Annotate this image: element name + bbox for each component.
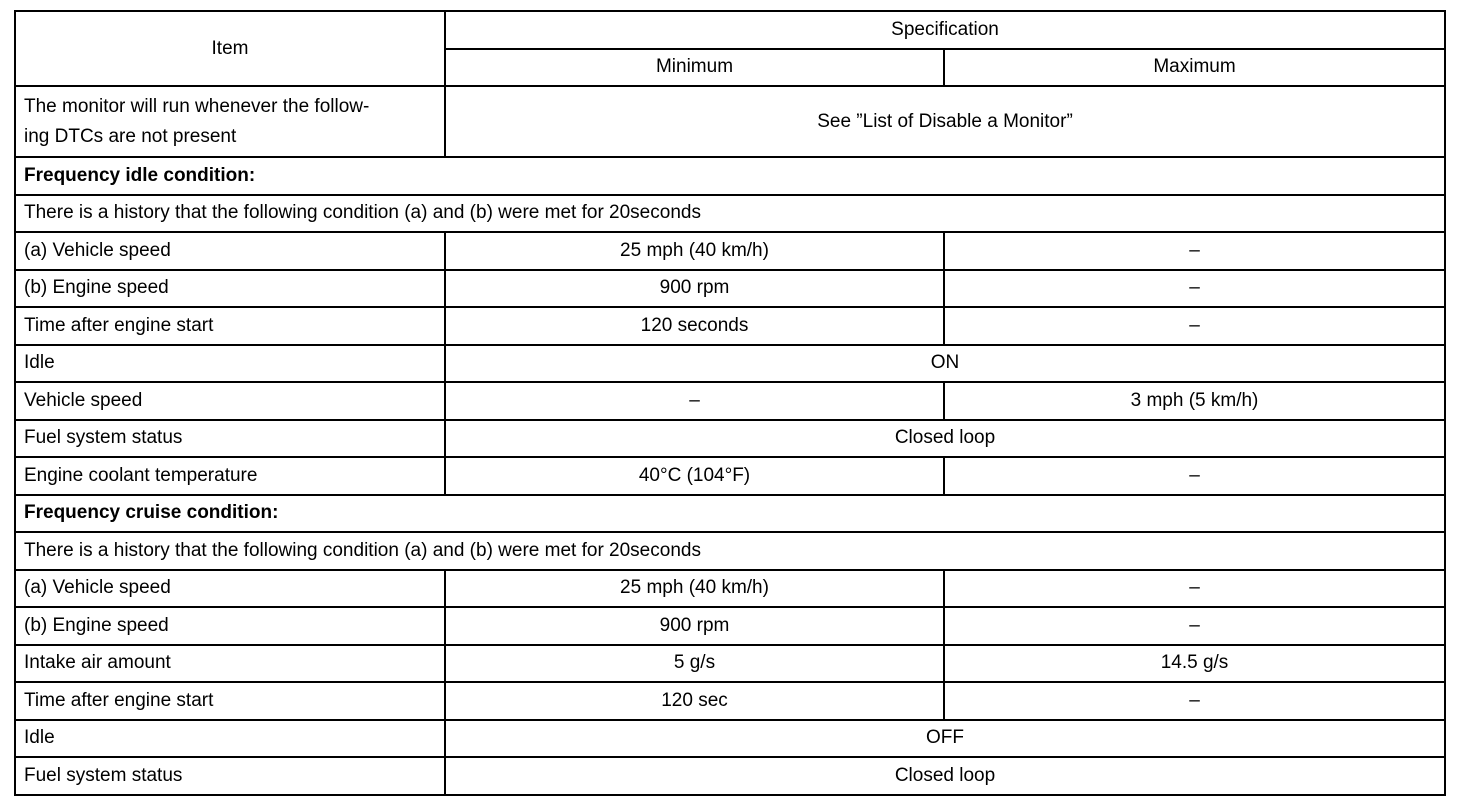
row-item: Time after engine start (15, 307, 445, 345)
table-row (15, 607, 1445, 645)
row-value: See ”List of Disable a Monitor” (445, 86, 1445, 157)
note-row (15, 195, 1445, 233)
table-row (15, 457, 1445, 495)
table-row (15, 720, 1445, 758)
row-min: 900 rpm (445, 607, 944, 645)
row-min: 25 mph (40 km/h) (445, 570, 944, 608)
row-max: 3 mph (5 km/h) (944, 382, 1445, 420)
row-max: – (944, 570, 1445, 608)
specification-table (14, 10, 1446, 796)
row-max: 14.5 g/s (944, 645, 1445, 683)
row-max: – (944, 270, 1445, 308)
table-row (15, 345, 1445, 383)
table-row (15, 307, 1445, 345)
row-max: – (944, 607, 1445, 645)
table-row (15, 645, 1445, 683)
section-title: Frequency idle condition: (15, 157, 1445, 195)
table-row (15, 570, 1445, 608)
table-row (15, 382, 1445, 420)
row-max: – (944, 232, 1445, 270)
header-minimum: Minimum (445, 49, 944, 87)
section-title: Frequency cruise condition: (15, 495, 1445, 533)
note-row (15, 532, 1445, 570)
table-row (15, 270, 1445, 308)
table-row (15, 86, 1445, 157)
row-item: Idle (15, 720, 445, 758)
row-min: – (445, 382, 944, 420)
section-row (15, 157, 1445, 195)
row-item-line: ing DTCs are not present (24, 125, 237, 147)
section-row (15, 495, 1445, 533)
row-value: ON (445, 345, 1445, 383)
row-value: OFF (445, 720, 1445, 758)
row-min: 120 sec (445, 682, 944, 720)
row-value: Closed loop (445, 420, 1445, 458)
row-value: Closed loop (445, 757, 1445, 795)
row-item: Engine coolant temperature (15, 457, 445, 495)
row-max: – (944, 682, 1445, 720)
header-maximum: Maximum (944, 49, 1445, 87)
row-max: – (944, 457, 1445, 495)
row-item: (a) Vehicle speed (15, 570, 445, 608)
row-min: 5 g/s (445, 645, 944, 683)
row-item: Fuel system status (15, 420, 445, 458)
row-min: 25 mph (40 km/h) (445, 232, 944, 270)
row-max: – (944, 307, 1445, 345)
row-item: Idle (15, 345, 445, 383)
row-item: Fuel system status (15, 757, 445, 795)
table-row (15, 757, 1445, 795)
row-min: 40°C (104°F) (445, 457, 944, 495)
header-specification: Specification (445, 11, 1445, 49)
note-text: There is a history that the following condition (a) and (b) were met for 20seconds (15, 532, 1445, 570)
row-item: (b) Engine speed (15, 607, 445, 645)
header-row (15, 11, 1445, 49)
row-item: Vehicle speed (15, 382, 445, 420)
row-item (15, 86, 445, 157)
row-item-line: The monitor will run whenever the follow- (24, 95, 370, 117)
row-item: (b) Engine speed (15, 270, 445, 308)
note-text: There is a history that the following condition (a) and (b) were met for 20seconds (15, 195, 1445, 233)
row-item: (a) Vehicle speed (15, 232, 445, 270)
header-item: Item (15, 11, 445, 86)
row-min: 120 seconds (445, 307, 944, 345)
table-row (15, 420, 1445, 458)
row-min: 900 rpm (445, 270, 944, 308)
row-item: Intake air amount (15, 645, 445, 683)
row-item: Time after engine start (15, 682, 445, 720)
table-row (15, 232, 1445, 270)
table-row (15, 682, 1445, 720)
